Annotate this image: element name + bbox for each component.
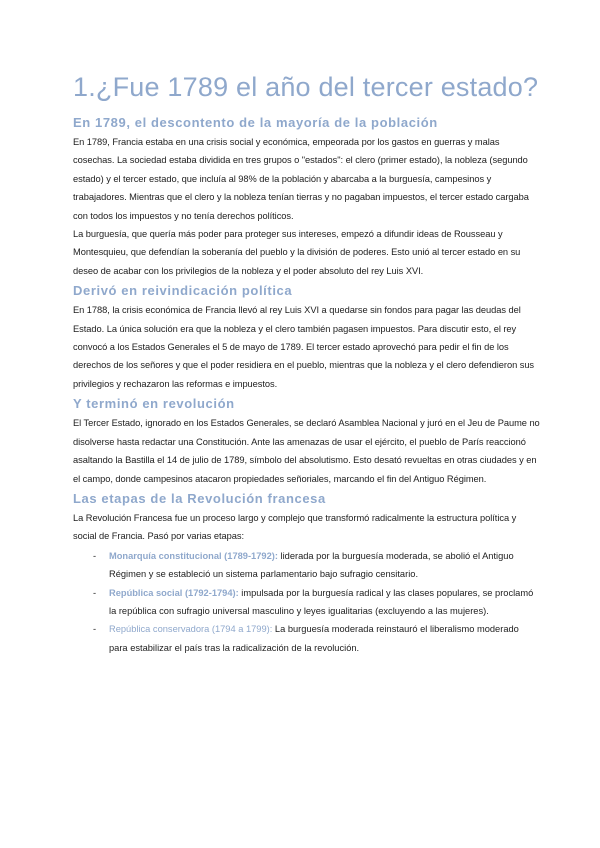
paragraph: La Revolución Francesa fue un proceso largo y complejo que transformó radicalmente la estructura política y social de Francia. Pasó por varias etapas: <box>73 512 517 542</box>
stage-term: Monarquía constitucional (1789-1792): <box>109 550 278 561</box>
paragraph: En 1789, Francia estaba en una crisis social y económica, empeorada por los gastos en guerras y malas cosechas. La sociedad estaba dividida en tres grupos o "estados": el clero (primer estado), la nobleza (segundo estado) y el tercer estado, que incluía al 98% de la población y abarcaba a la burguesía, campesinos y trabajadores. Mientras que el clero y la nobleza tenían tierras y no pagaban impuestos, el tercer estado cargaba con todos los impuestos y no tenía derechos políticos. <box>73 137 529 221</box>
bullet-dash: - <box>93 550 97 561</box>
stage-text: impulsada por la burguesía radical y las clases populares, se proclamó la república con sufragio universal masculino y leyes igualitarias (excluyendo a las mujeres). <box>109 587 534 616</box>
list-item <box>93 584 540 621</box>
stage-text: La burguesía moderada reinstauró el liberalismo moderado para estabilizar el país tras la radicalización de la revolución. <box>109 624 519 653</box>
stages-list <box>73 547 540 657</box>
section-descontento <box>73 114 540 280</box>
stage-text: liderada por la burguesía moderada, se abolió el Antiguo Régimen y se estableció un sistema parlamentario bajo sufragio censitario. <box>109 550 514 580</box>
list-item <box>93 620 540 657</box>
list-item <box>93 547 540 584</box>
paragraph: La burguesía, que quería más poder para proteger sus intereses, empezó a difundir ideas de Rousseau y Montesquieu, que defendían la soberanía del pueblo y la división de poderes. Esto unió al tercer estado en su deseo de acabar con los privilegios de la nobleza y el poder absoluto del rey Luis XVI. <box>73 229 521 276</box>
section-heading: En 1789, el descontento de la mayoría de la población <box>73 115 438 130</box>
paragraph: El Tercer Estado, ignorado en los Estados Generales, se declaró Asamblea Nacional y juró en el Jeu de Paume no disolverse hasta redactar una Constitución. Ante las amenazas de usar el ejército, el pueblo de París reaccionó asaltando la Bastilla el 14 de julio de 1789, símbolo del absolutismo. Esto desató revueltas en otras ciudades y en el campo, donde campesinos atacaron propiedades señoriales, marcando el fin del Antiguo Régimen. <box>73 418 540 484</box>
section-heading: Las etapas de la Revolución francesa <box>73 490 326 506</box>
section-heading: Derivó en reivindicación política <box>73 283 293 299</box>
section-etapas <box>73 490 540 657</box>
stage-term: República conservadora (1794 a 1799): <box>109 624 273 635</box>
stage-term: República social (1792-1794): <box>109 587 239 598</box>
paragraph: En 1788, la crisis económica de Francia llevó al rey Luis XVI a quedarse sin fondos para pagar las deudas del Estado. La única solución era que la nobleza y el clero también pagasen impuestos. Para discutir esto, el rey convocó a los Estados Generales el 5 de mayo de 1789. El tercer estado aprovechó para pedir el fin de los derechos de los señores y que el poder residiera en el pueblo, mientras que la nobleza y el clero defendieron sus privilegios y rechazaron las reformas e impuestos. <box>73 305 535 389</box>
document-title: 1.¿Fue 1789 el año del tercer estado? <box>73 72 539 102</box>
bullet-dash: - <box>93 624 97 635</box>
section-reivindicacion <box>73 282 540 393</box>
section-revolucion <box>73 395 540 488</box>
bullet-dash: - <box>93 587 97 598</box>
section-heading: Y terminó en revolución <box>73 396 235 412</box>
